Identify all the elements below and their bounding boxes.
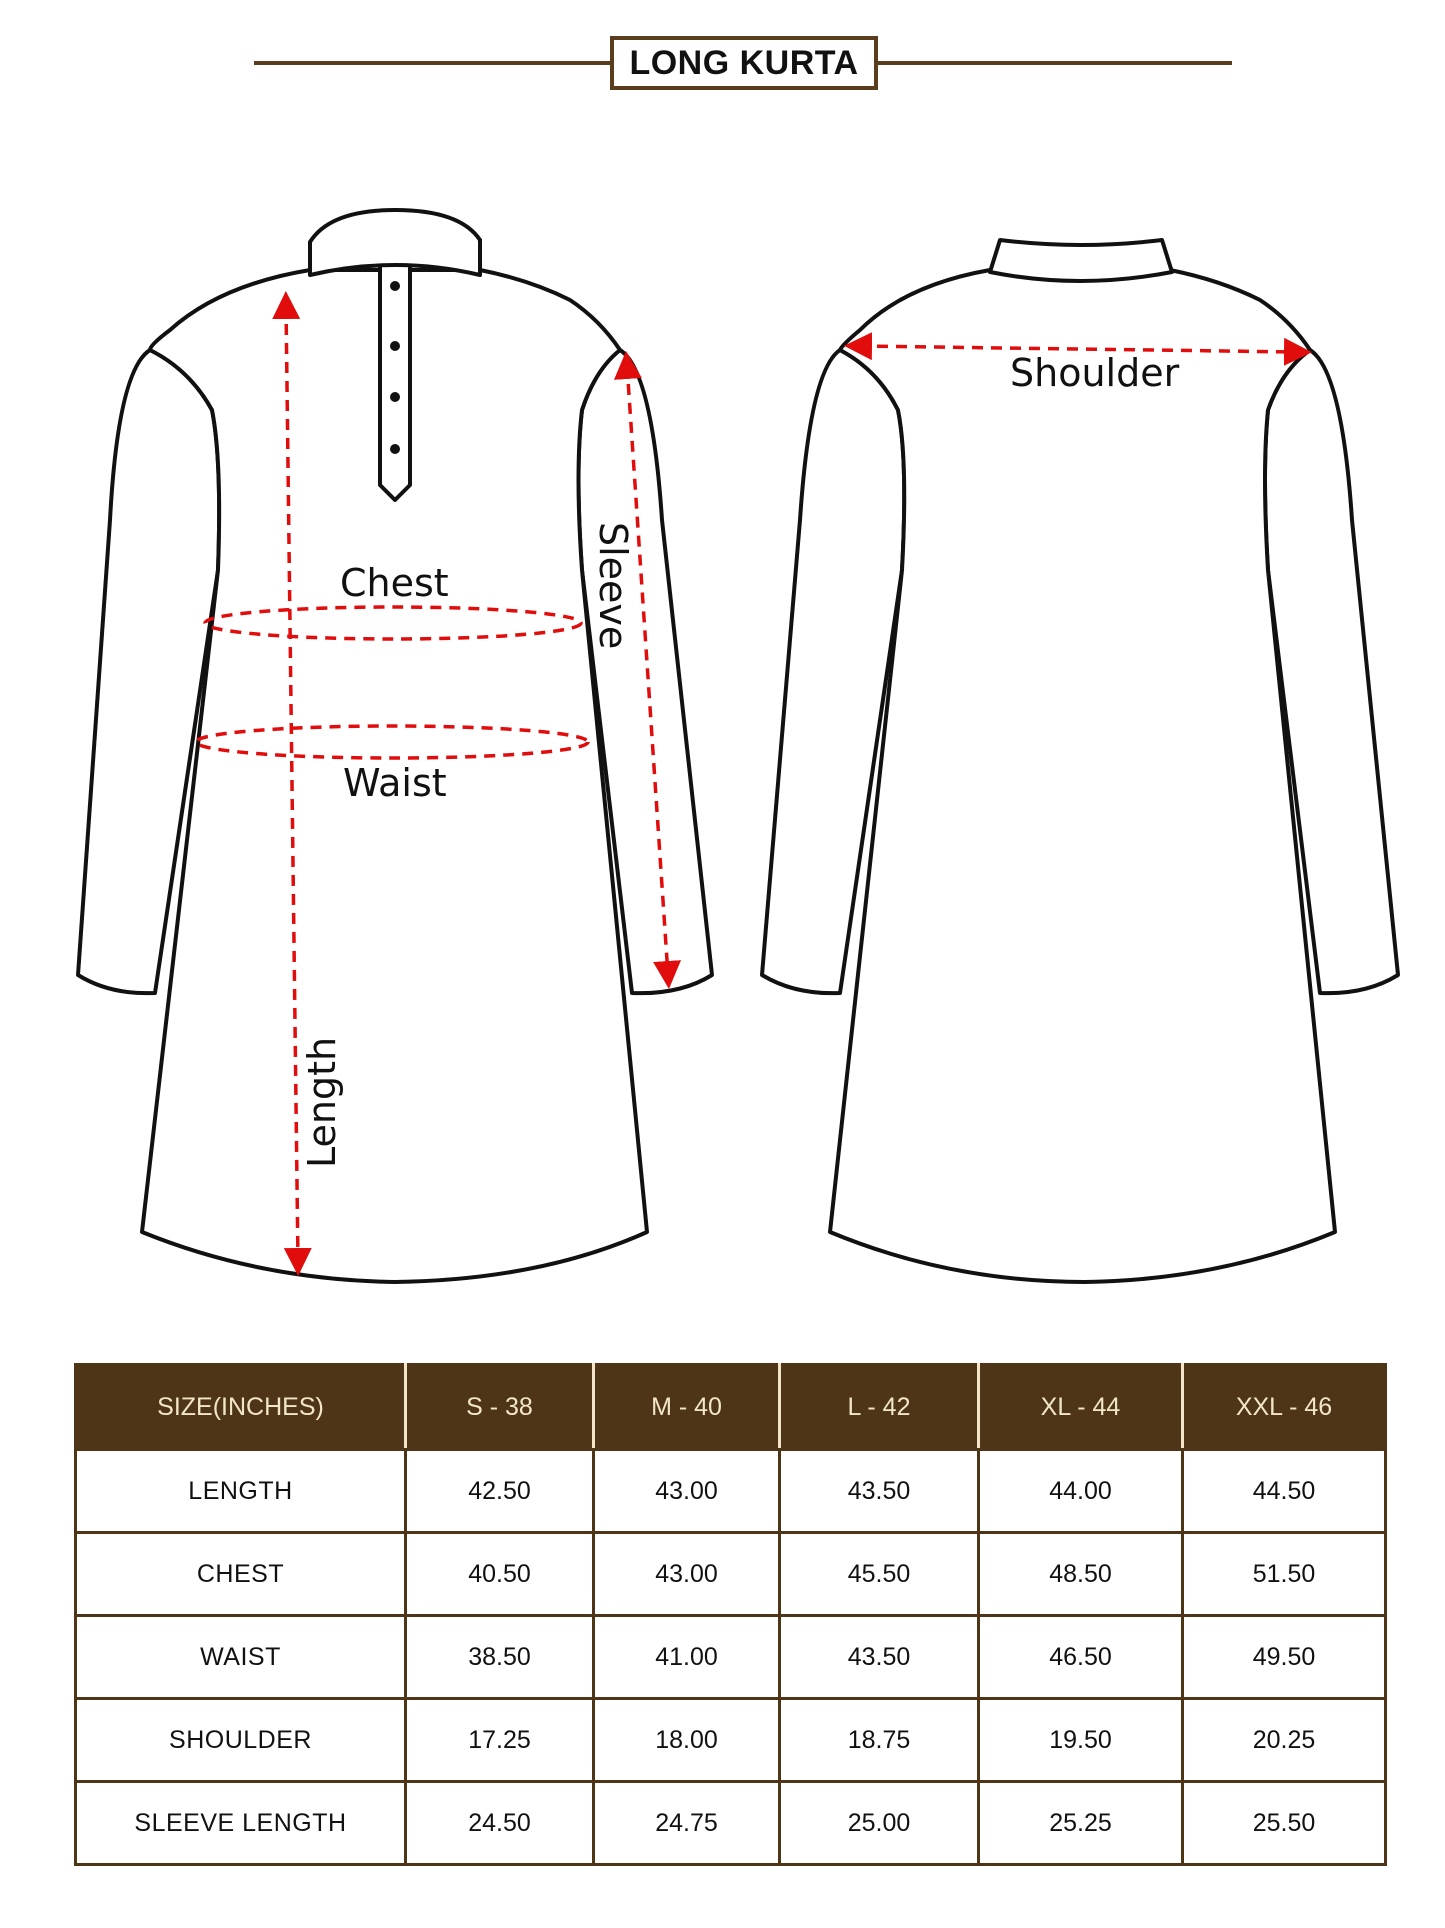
size-chart-table [74,1363,1387,1866]
chest-label: Chest [340,561,449,605]
table-cell: 45.50 [780,1533,979,1616]
table-cell: 19.50 [979,1699,1183,1782]
table-cell: 25.25 [979,1782,1183,1865]
table-cell: 40.50 [406,1533,594,1616]
table-row [76,1616,1386,1699]
shoulder-label: Shoulder [1010,351,1180,395]
back-body [830,270,1335,1282]
table-header-row [76,1365,1386,1450]
header-size-inches: SIZE(INCHES) [76,1365,406,1450]
waist-label: Waist [343,761,447,805]
button [390,444,400,454]
table-cell: 43.50 [780,1616,979,1699]
row-label: SHOULDER [76,1699,406,1782]
row-label: LENGTH [76,1450,406,1533]
table-cell: 18.75 [780,1699,979,1782]
table-cell: 25.50 [1183,1782,1386,1865]
header-size-xxl: XXL - 46 [1183,1365,1386,1450]
table-cell: 48.50 [979,1533,1183,1616]
table-cell: 25.00 [780,1782,979,1865]
sleeve-label: Sleeve [591,522,635,650]
table-cell: 24.75 [594,1782,780,1865]
button [390,392,400,402]
table-cell: 38.50 [406,1616,594,1699]
header-size-xl: XL - 44 [979,1365,1183,1450]
header-size-s: S - 38 [406,1365,594,1450]
table-cell: 44.00 [979,1450,1183,1533]
button [390,281,400,291]
table-row [76,1533,1386,1616]
table-cell: 20.25 [1183,1699,1386,1782]
table-cell: 24.50 [406,1782,594,1865]
table-cell: 43.00 [594,1533,780,1616]
table-cell: 44.50 [1183,1450,1386,1533]
row-label: SLEEVE LENGTH [76,1782,406,1865]
length-label: Length [300,1036,344,1168]
header-size-l: L - 42 [780,1365,979,1450]
back-view [762,240,1398,1282]
table-row [76,1782,1386,1865]
header-size-m: M - 40 [594,1365,780,1450]
back-collar [990,240,1172,281]
table-cell: 18.00 [594,1699,780,1782]
front-placket [380,268,410,500]
table-cell: 17.25 [406,1699,594,1782]
table-cell: 46.50 [979,1616,1183,1699]
table-cell: 43.50 [780,1450,979,1533]
table-cell: 51.50 [1183,1533,1386,1616]
table-cell: 43.00 [594,1450,780,1533]
row-label: WAIST [76,1616,406,1699]
table-row [76,1699,1386,1782]
row-label: CHEST [76,1533,406,1616]
front-collar-top [310,210,480,275]
button [390,341,400,351]
table-row [76,1450,1386,1533]
table-cell: 41.00 [594,1616,780,1699]
front-view [78,210,712,1282]
page-title: LONG KURTA [610,36,878,90]
table-cell: 42.50 [406,1450,594,1533]
table-cell: 49.50 [1183,1616,1386,1699]
